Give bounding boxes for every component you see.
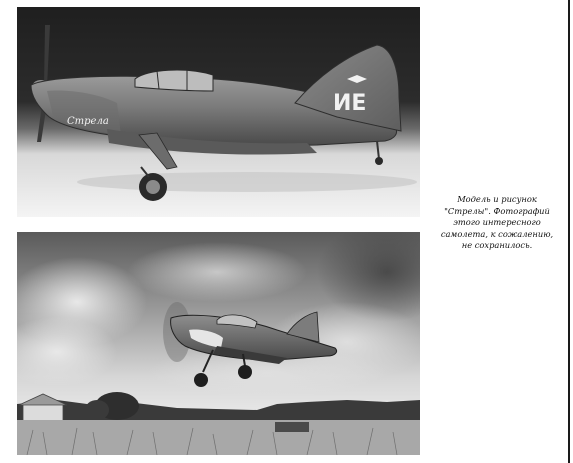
nose-marking: Стрела xyxy=(67,116,109,127)
figure-caption xyxy=(432,194,562,252)
caption-line: не сохранилось. xyxy=(461,240,533,250)
caption-line: этого интересного xyxy=(453,217,541,227)
page-edge-rule xyxy=(568,0,570,463)
caption-line: Модель и рисунок xyxy=(457,194,537,204)
aircraft-model-photo xyxy=(17,7,420,217)
tail-marking: ИЕ xyxy=(333,91,367,116)
aircraft-drawing-image xyxy=(17,232,420,455)
aircraft-drawing xyxy=(17,232,420,455)
caption-line: "Стрелы". Фотографий xyxy=(444,205,550,216)
caption-line: самолета, к сожалению, xyxy=(440,228,554,239)
aircraft-model-image xyxy=(17,7,420,217)
